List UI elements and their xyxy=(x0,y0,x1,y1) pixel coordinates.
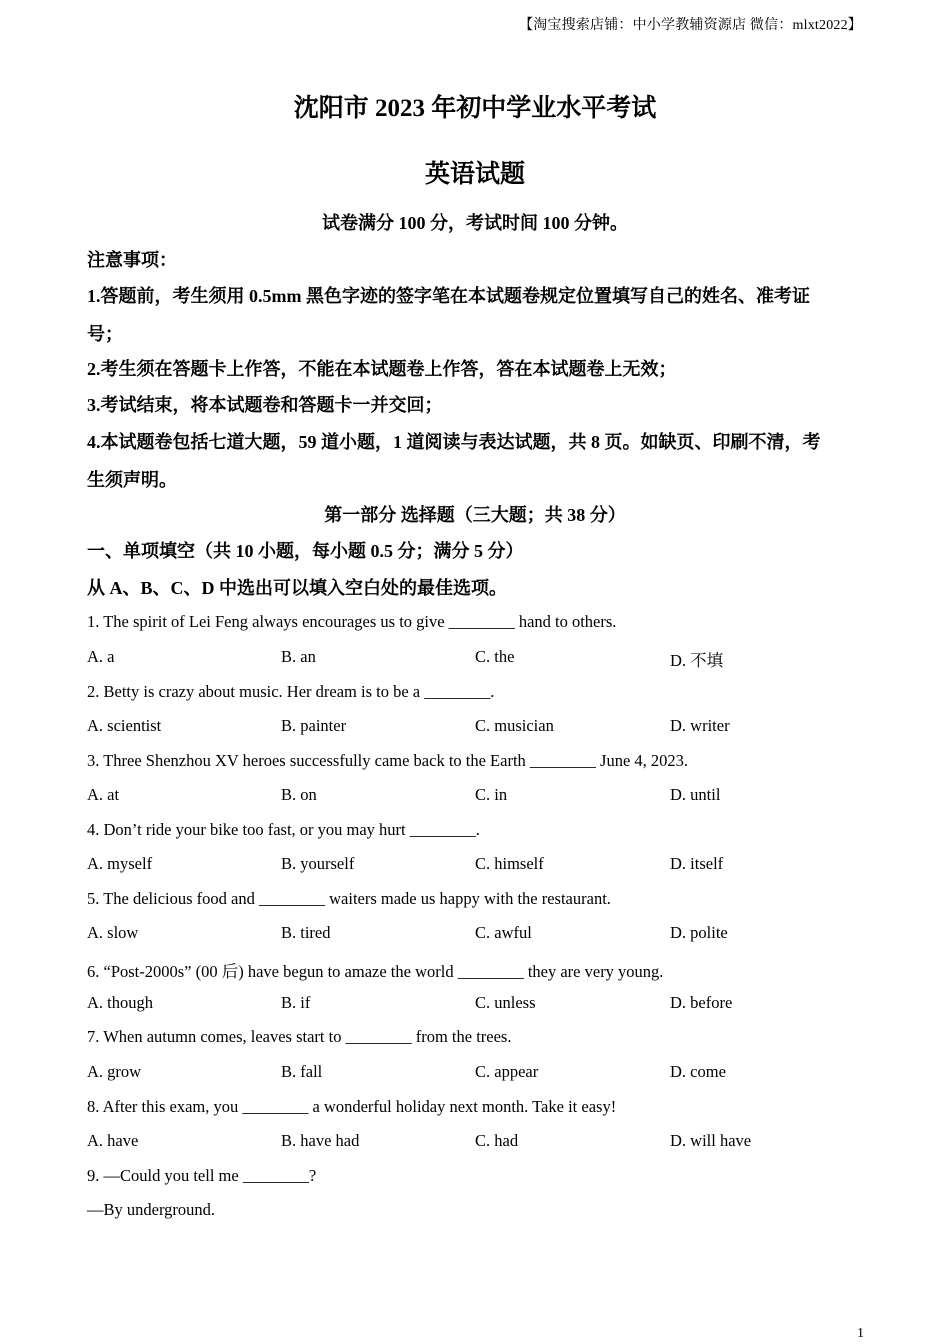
notice-1: 1.答题前，考生须用 0.5mm 黑色字迹的签字笔在本试题卷规定位置填写自己的姓名、准考证 xyxy=(87,286,810,306)
question-9-answer: —By underground. xyxy=(87,1200,216,1219)
question-4-options xyxy=(87,854,867,878)
question-1: 1. The spirit of Lei Feng always encourages us to give ________ hand to others. xyxy=(87,612,617,631)
question-1-options xyxy=(87,647,867,671)
header-note: 【淘宝搜索店铺：中小学教辅资源店 微信：mlxt2022】 xyxy=(519,18,862,33)
question-7-options xyxy=(87,1062,867,1086)
option-b: B. yourself xyxy=(281,854,355,873)
question-9: 9. —Could you tell me ________? xyxy=(87,1166,317,1185)
question-2: 2. Betty is crazy about music. Her dream is to be a ________. xyxy=(87,682,495,701)
question-8-options xyxy=(87,1131,867,1155)
notice-4-cont: 生须声明。 xyxy=(87,470,177,490)
option-d: D. come xyxy=(670,1062,726,1081)
instruction: 从 A、B、C、D 中选出可以填入空白处的最佳选项。 xyxy=(87,578,508,598)
option-c: C. musician xyxy=(475,716,554,735)
option-b: B. an xyxy=(281,647,316,666)
notice-3: 3.考试结束，将本试题卷和答题卡一并交回； xyxy=(87,395,443,415)
option-a: A. slow xyxy=(87,923,139,942)
option-a: A. a xyxy=(87,647,115,666)
section-title: 第一部分 选择题（三大题；共 38 分） xyxy=(324,505,626,525)
option-b: B. painter xyxy=(281,716,347,735)
option-b: B. on xyxy=(281,785,317,804)
part-title: 一、单项填空（共 10 小题，每小题 0.5 分；满分 5 分） xyxy=(87,541,524,561)
question-8: 8. After this exam, you ________ a wonderful holiday next month. Take it easy! xyxy=(87,1097,617,1116)
question-4: 4. Don’t ride your bike too fast, or you may hurt ________. xyxy=(87,820,480,839)
question-2-options xyxy=(87,716,867,740)
option-a: A. at xyxy=(87,785,120,804)
option-b: B. tired xyxy=(281,923,331,942)
option-b: B. fall xyxy=(281,1062,323,1081)
option-c: C. appear xyxy=(475,1062,539,1081)
option-b: B. have had xyxy=(281,1131,360,1150)
option-a: A. myself xyxy=(87,854,153,873)
question-3: 3. Three Shenzhou XV heroes successfully came back to the Earth ________ June 4, 2023. xyxy=(87,751,689,770)
question-7: 7. When autumn comes, leaves start to ________ from the trees. xyxy=(87,1027,512,1046)
option-d: D. will have xyxy=(670,1131,752,1150)
notice-2: 2.考生须在答题卡上作答，不能在本试题卷上作答，答在本试题卷上无效； xyxy=(87,359,677,379)
question-5-options xyxy=(87,923,867,947)
exam-subtitle: 英语试题 xyxy=(424,161,525,188)
option-a: A. scientist xyxy=(87,716,162,735)
option-a: A. though xyxy=(87,993,153,1012)
notice-4: 4.本试题卷包括七道大题，59 道小题，1 道阅读与表达试题，共 8 页。如缺页、印刷不清，考 xyxy=(87,432,821,452)
notice-heading: 注意事项： xyxy=(87,250,177,270)
question-5: 5. The delicious food and ________ waiters made us happy with the restaurant. xyxy=(87,889,611,908)
option-d: D. 不填 xyxy=(670,651,724,670)
page-number: 1 xyxy=(857,1326,864,1341)
option-d: D. before xyxy=(670,993,733,1012)
option-a: A. grow xyxy=(87,1062,142,1081)
question-6-options xyxy=(87,993,867,1017)
notice-1-cont: 号； xyxy=(87,324,123,344)
option-a: A. have xyxy=(87,1131,139,1150)
option-d: D. itself xyxy=(670,854,724,873)
question-3-options xyxy=(87,785,867,809)
option-c: C. had xyxy=(475,1131,519,1150)
option-d: D. until xyxy=(670,785,721,804)
option-d: D. polite xyxy=(670,923,728,942)
option-c: C. unless xyxy=(475,993,536,1012)
option-c: C. in xyxy=(475,785,508,804)
option-d: D. writer xyxy=(670,716,730,735)
option-b: B. if xyxy=(281,993,311,1012)
option-c: C. himself xyxy=(475,854,544,873)
score-line: 试卷满分 100 分，考试时间 100 分钟。 xyxy=(322,213,628,233)
exam-title: 沈阳市 2023 年初中学业水平考试 xyxy=(293,95,657,122)
option-c: C. the xyxy=(475,647,515,666)
option-c: C. awful xyxy=(475,923,532,942)
question-6: 6. “Post-2000s” (00 后) have begun to amaze the world ________ they are very young. xyxy=(87,962,664,981)
